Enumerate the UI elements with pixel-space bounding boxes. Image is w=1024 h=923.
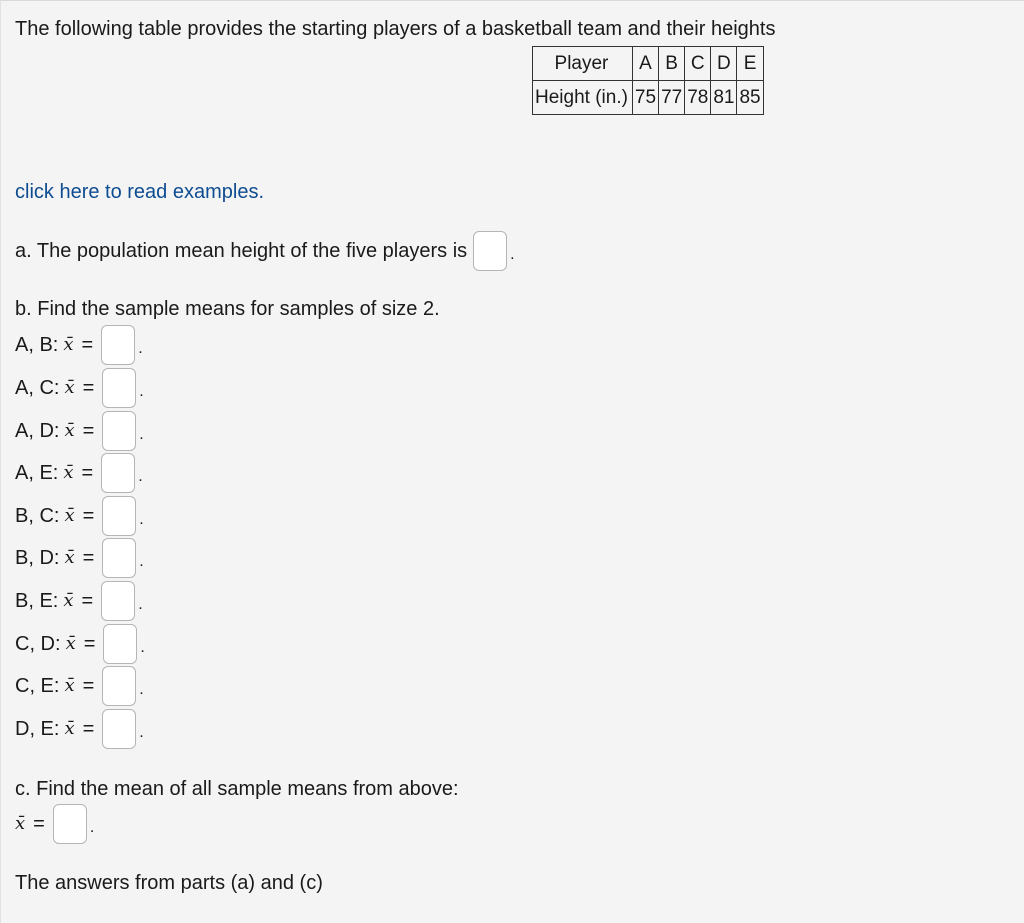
pair-label: C, D: — [15, 633, 61, 655]
period: . — [138, 340, 143, 357]
sample-mean-row — [15, 581, 143, 621]
table-row-height — [533, 81, 764, 115]
sample-mean-input-ce[interactable] — [102, 666, 136, 706]
equals-sign: = — [81, 334, 94, 356]
equals-sign: = — [82, 505, 95, 527]
sample-mean-row — [15, 538, 144, 578]
pair-label: A, B: — [15, 334, 59, 356]
xbar-symbol: x̄ — [64, 420, 75, 441]
table-cell: D — [711, 47, 737, 81]
part-a-row — [15, 231, 515, 271]
sample-mean-row — [15, 453, 143, 493]
sample-mean-input-cd[interactable] — [103, 624, 137, 664]
sample-mean-input-de[interactable] — [102, 709, 136, 749]
table-cell: 85 — [737, 81, 763, 115]
table-cell: 81 — [711, 81, 737, 115]
xbar-symbol: x̄ — [63, 334, 74, 355]
equals-sign: = — [81, 462, 94, 484]
examples-link[interactable]: click here to read examples. — [15, 181, 265, 203]
sample-mean-input-be[interactable] — [101, 581, 135, 621]
mean-of-means-input[interactable] — [53, 804, 87, 844]
equals-sign: = — [82, 377, 95, 399]
xbar-symbol: x̄ — [64, 505, 75, 526]
equals-sign: = — [33, 813, 45, 835]
intro-text: The following table provides the starting players of a basketball team and their heights — [15, 18, 776, 40]
equals-sign: = — [82, 718, 95, 740]
table-cell: C — [685, 47, 711, 81]
period: . — [140, 639, 145, 656]
table-cell: E — [737, 47, 763, 81]
part-b-text: b. Find the sample means for samples of size 2. — [15, 298, 440, 320]
period: . — [138, 468, 143, 485]
period: . — [139, 681, 144, 698]
mean-of-means-row — [15, 804, 94, 844]
xbar-symbol: x̄ — [65, 633, 76, 654]
sample-mean-row — [15, 666, 144, 706]
population-mean-input[interactable] — [473, 231, 507, 271]
sample-mean-row — [15, 411, 144, 451]
period: . — [139, 426, 144, 443]
pair-label: B, D: — [15, 547, 60, 569]
sample-mean-row — [15, 624, 145, 664]
table-row-header: Player — [533, 47, 633, 81]
footer-text: The answers from parts (a) and (c) — [15, 872, 323, 894]
equals-sign: = — [81, 590, 94, 612]
xbar-symbol: x̄ — [64, 675, 75, 696]
equals-sign: = — [82, 547, 95, 569]
period: . — [138, 596, 143, 613]
table-cell: 78 — [685, 81, 711, 115]
sample-mean-row — [15, 496, 144, 536]
sample-mean-row — [15, 709, 144, 749]
period: . — [139, 511, 144, 528]
part-c-text: c. Find the mean of all sample means from above: — [15, 778, 459, 800]
sample-mean-input-bd[interactable] — [102, 538, 136, 578]
sample-mean-input-ab[interactable] — [101, 325, 135, 365]
pair-label: D, E: — [15, 718, 60, 740]
player-heights-table — [532, 46, 764, 115]
table-cell: B — [659, 47, 685, 81]
sample-mean-input-ad[interactable] — [102, 411, 136, 451]
sample-mean-row — [15, 368, 144, 408]
period: . — [89, 819, 95, 836]
pair-label: B, E: — [15, 590, 59, 612]
pair-label: B, C: — [15, 505, 60, 527]
pair-label: A, C: — [15, 377, 60, 399]
sample-mean-input-ac[interactable] — [102, 368, 136, 408]
table-row-player — [533, 47, 764, 81]
period: . — [139, 553, 144, 570]
xbar-symbol: x̄ — [63, 590, 74, 611]
table-row-header: Height (in.) — [533, 81, 633, 115]
period: . — [510, 246, 515, 263]
sample-mean-row — [15, 325, 143, 365]
equals-sign: = — [83, 633, 96, 655]
xbar-symbol: x̄ — [64, 547, 75, 568]
period: . — [139, 724, 144, 741]
sample-mean-input-ae[interactable] — [101, 453, 135, 493]
xbar-symbol: x̄ — [63, 462, 74, 483]
pair-label: A, D: — [15, 420, 60, 442]
equals-sign: = — [82, 420, 95, 442]
table-cell: 75 — [632, 81, 658, 115]
part-a-text: a. The population mean height of the five players is — [15, 240, 468, 262]
pair-label: A, E: — [15, 462, 59, 484]
table-cell: 77 — [659, 81, 685, 115]
xbar-symbol: x̄ — [64, 718, 75, 739]
period: . — [139, 383, 144, 400]
xbar-symbol: x̄ — [64, 377, 75, 398]
equals-sign: = — [82, 675, 95, 697]
pair-label: C, E: — [15, 675, 60, 697]
sample-mean-input-bc[interactable] — [102, 496, 136, 536]
table-cell: A — [632, 47, 658, 81]
xbar-symbol: x̄ — [15, 813, 26, 834]
